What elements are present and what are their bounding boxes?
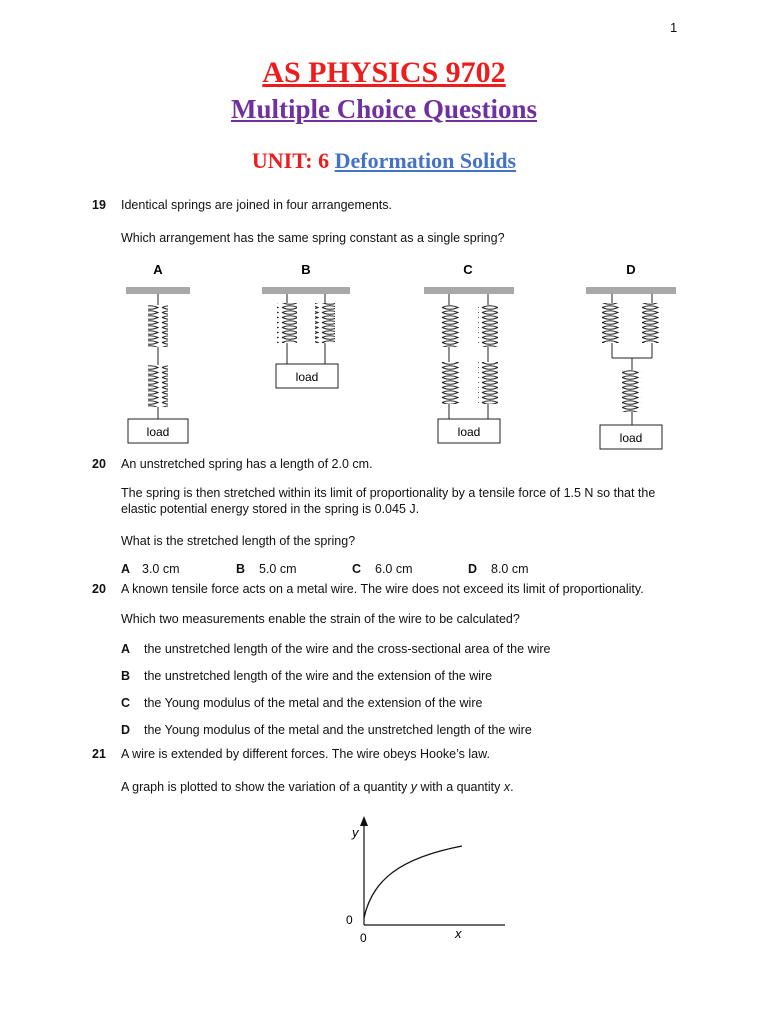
question-prompt: Which arrangement has the same spring constant as a single spring? xyxy=(121,231,505,245)
page-number: 1 xyxy=(670,20,678,35)
question-text: A wire is extended by different forces. The wire obeys Hooke’s law. xyxy=(121,747,490,761)
question-text-line3: elastic potential energy stored in the spring is 0.045 J. xyxy=(121,502,420,516)
ceiling-b xyxy=(262,287,350,294)
option-d-text: 8.0 cm xyxy=(491,562,529,576)
arrangement-a xyxy=(128,294,188,443)
prompt-var-x: x xyxy=(503,780,511,794)
question-number: 21 xyxy=(92,747,106,761)
option-b-text: the unstretched length of the wire and the extension of the wire xyxy=(144,669,493,683)
origin-y-label: 0 xyxy=(346,913,353,927)
arrangement-label-a: A xyxy=(153,262,163,277)
option-a-text: the unstretched length of the wire and the cross-sectional area of the wire xyxy=(144,642,551,656)
title-block xyxy=(0,56,768,126)
prompt-part-3: . xyxy=(510,780,514,794)
load-label-c: load xyxy=(457,425,481,439)
unit-topic: Deformation Solids xyxy=(334,148,517,173)
question-number: 20 xyxy=(92,582,106,596)
page-title: AS PHYSICS 9702 xyxy=(262,56,506,89)
y-axis-label: y xyxy=(352,825,359,840)
load-label-a: load xyxy=(146,425,170,439)
prompt-part-2: with a quantity xyxy=(417,780,504,794)
option-c-letter: C xyxy=(352,562,362,576)
unit-heading xyxy=(0,148,768,174)
prompt-part-1: A graph is plotted to show the variation of a quantity xyxy=(121,780,411,794)
option-b-text: 5.0 cm xyxy=(259,562,297,576)
unit-label: UNIT: 6 xyxy=(251,148,330,173)
origin-x-label: 0 xyxy=(360,931,367,945)
question-prompt xyxy=(121,780,514,794)
curve xyxy=(364,846,462,918)
option-c-text: 6.0 cm xyxy=(375,562,413,576)
ceiling-a xyxy=(126,287,190,294)
y-axis-arrow xyxy=(360,816,368,826)
page-subtitle: Multiple Choice Questions xyxy=(230,94,537,124)
load-label-b: load xyxy=(295,370,319,384)
graph-y-vs-x xyxy=(330,812,530,952)
question-prompt: Which two measurements enable the strain of the wire to be calculated? xyxy=(121,612,520,626)
arrangement-b xyxy=(276,294,338,388)
question-prompt: What is the stretched length of the spring? xyxy=(121,534,356,548)
question-number: 20 xyxy=(92,457,106,471)
option-d-text: the Young modulus of the metal and the unstretched length of the wire xyxy=(144,723,532,737)
arrangement-label-d: D xyxy=(626,262,636,277)
question-text: An unstretched spring has a length of 2.0 cm. xyxy=(121,457,373,471)
ceiling-c xyxy=(424,287,514,294)
arrangement-label-c: C xyxy=(463,262,473,277)
option-d-letter: D xyxy=(468,562,478,576)
question-text: A known tensile force acts on a metal wire. The wire does not exceed its limit of proportionality. xyxy=(121,582,644,596)
springs-diagram xyxy=(0,256,768,456)
x-axis-label: x xyxy=(455,926,462,941)
ceiling-d xyxy=(586,287,676,294)
arrangement-c xyxy=(438,294,500,443)
option-c-letter: C xyxy=(121,696,131,710)
prompt-var-y: y xyxy=(410,780,418,794)
option-a-letter: A xyxy=(121,562,131,576)
option-a-letter: A xyxy=(121,642,131,656)
option-c-text: the Young modulus of the metal and the extension of the wire xyxy=(144,696,483,710)
option-d-letter: D xyxy=(121,723,131,737)
arrangement-label-b: B xyxy=(301,262,311,277)
question-number: 19 xyxy=(92,198,106,212)
option-b-letter: B xyxy=(121,669,131,683)
load-label-d: load xyxy=(619,431,643,445)
question-text-line2: The spring is then stretched within its limit of proportionality by a tensile force of 1.5 N so that the xyxy=(121,486,656,500)
arrangement-d xyxy=(600,294,662,449)
option-b-letter: B xyxy=(236,562,246,576)
option-a-text: 3.0 cm xyxy=(142,562,180,576)
question-text: Identical springs are joined in four arrangements. xyxy=(121,198,392,212)
